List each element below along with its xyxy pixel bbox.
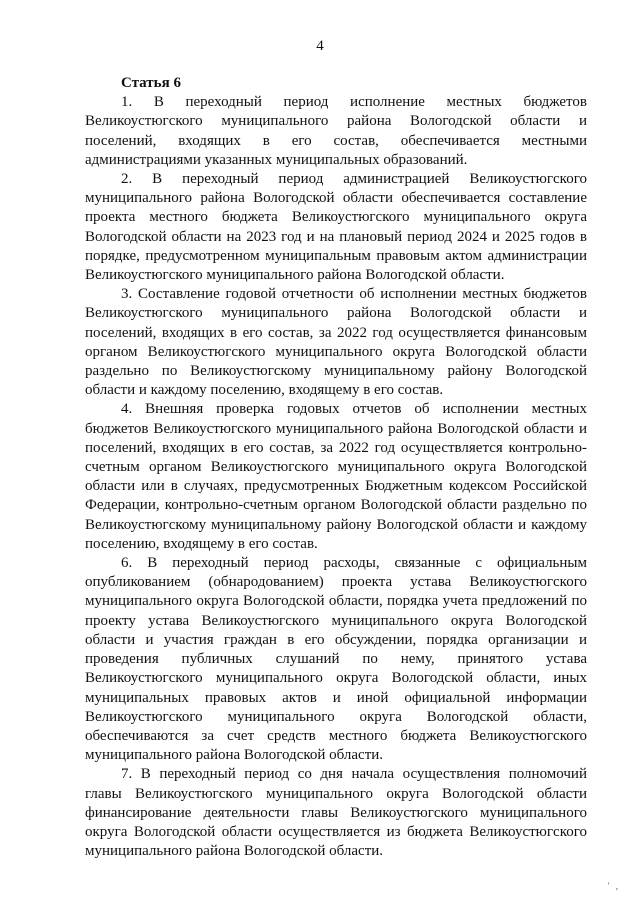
- paragraph-4: 4. Внешняя проверка годовых отчетов об исполнении местных бюджетов Великоустюгского муниципального района Вологодской области и поселений, входящих в его состав, за 2022 год осуществляется контрольно-счетным органом Великоустюгского муниципального округа Вологодской области или в случаях, предусмотренных Бюджетным кодексом Российской Федерации, контрольно-счетным органом Вологодской области раздельно по Великоустюгскому муниципальному району Вологодской области и каждому поселению, входящему в его состав.: [85, 401, 587, 552]
- document-body: [85, 74, 587, 861]
- paragraph-6: 6. В переходный период расходы, связанные с официальным опубликованием (обнародованием) проекта устава Великоустюгского муниципального округа Вологодской области, порядка учета предложений по проекту устава Великоустюгского муниципального округа Вологодской области и участия граждан в его обсуждении, порядка организации и проведения публичных слушаний по нему, принятого устава Великоустюгского муниципального округа Вологодской области, иных муниципальных правовых актов и иной официальной информации Великоустюгского муниципального округа Вологодской области, обеспечиваются за счет средств местного бюджета Великоустюгского муниципального района Вологодской области.: [85, 555, 587, 764]
- paragraph-1: 1. В переходный период исполнение местных бюджетов Великоустюгского муниципального района Вологодской области и поселений, входящих в его состав, обеспечивается местными администрациями указанных муниципальных образований.: [85, 94, 587, 168]
- article-title: Статья 6: [121, 75, 181, 91]
- page-number: 4: [316, 38, 324, 54]
- paragraph-3: 3. Составление годовой отчетности об исполнении местных бюджетов Великоустюгского муниципального района Вологодской области и поселений, входящих в его состав, за 2022 год осуществляется финансовым органом Великоустюгского муниципального округа Вологодской области раздельно по Великоустюгскому муниципальному району Вологодской области и каждому поселению, входящему в его состав.: [85, 286, 587, 399]
- paragraph-7: 7. В переходный период со дня начала осуществления полномочий главы Великоустюгского муниципального округа Вологодской области финансирование деятельности главы Великоустюгского муниципального округа Вологодской области осуществляется из бюджета Великоустюгского муниципального района Вологодской области.: [85, 766, 587, 860]
- paragraph-2: 2. В переходный период администрацией Великоустюгского муниципального района Вологодской области обеспечивается составление проекта местного бюджета Великоустюгского муниципального округа Вологодской области на 2023 год и на плановый период 2024 и 2025 годов в порядке, предусмотренном муниципальным правовым актом администрации Великоустюгского муниципального района Вологодской области.: [85, 171, 587, 284]
- scan-corner-mark: ' ,: [607, 881, 620, 891]
